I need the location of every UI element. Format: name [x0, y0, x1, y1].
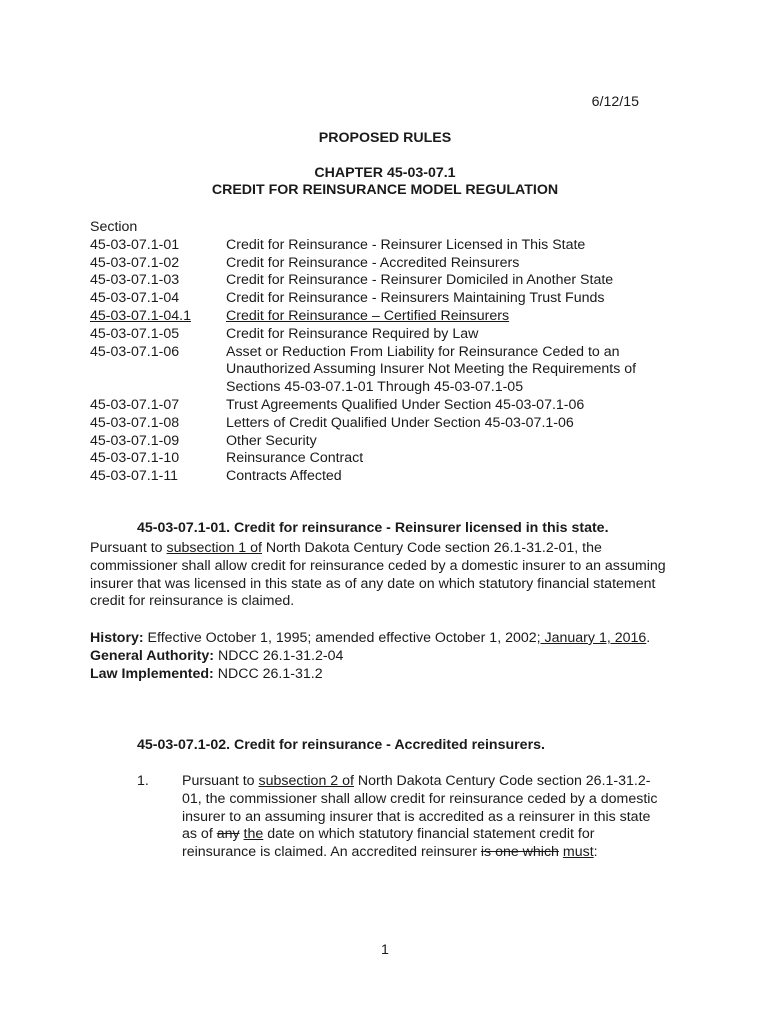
toc-entry-number: 45-03-07.1-08: [90, 414, 180, 431]
chapter-title: CREDIT FOR REINSURANCE MODEL REGULATION: [211, 182, 559, 198]
history-block: [90, 630, 670, 683]
toc-entry-title: Other Security: [226, 432, 317, 449]
history-text: Effective October 1, 1995; amended effective October 1, 2002: [143, 630, 537, 646]
toc-entry-number: 45-03-07.1-09: [90, 432, 180, 449]
item-text: :: [593, 844, 598, 861]
toc-entry-number: 45-03-07.1-07: [90, 396, 180, 413]
authority-label: General Authority:: [90, 647, 215, 664]
toc-entry-number: 45-03-07.1-11: [90, 468, 179, 485]
toc-entry: [90, 255, 666, 273]
toc-entry-number: 45-03-07.1-10: [90, 450, 180, 467]
toc-entry-number: 45-03-07.1-03: [90, 272, 180, 289]
implemented-line: [90, 666, 670, 684]
item-text: Pursuant to: [182, 773, 259, 789]
toc-entry-title: Reinsurance Contract: [226, 450, 364, 467]
toc-entry-number: 45-03-07.1-01: [90, 236, 180, 253]
history-line: [90, 630, 670, 648]
page-number: 1: [381, 942, 389, 958]
toc-entry-number: 45-03-07.1-05: [90, 325, 180, 342]
toc-entry-title: Asset or Reduction From Liability for Reinsurance Ceded to an Unauthorized Assuming Insurer Not Meeting the Requirements of Sections 45-03-07.1-01 Through 45-03-07.1-05: [226, 343, 637, 396]
toc-entry: [90, 450, 666, 468]
section-01-paragraph: [90, 540, 670, 611]
toc-entry: [90, 433, 666, 451]
authority-line: [90, 648, 670, 666]
implemented-text: NDCC 26.1-31.2: [213, 665, 323, 682]
history-end: .: [646, 630, 651, 646]
inserted-text: the: [243, 826, 264, 843]
item-text: date on which statutory financial statement credit for reinsurance is claimed. An accredited reinsurer: [182, 826, 595, 861]
toc-entry-number: 45-03-07.1-04: [90, 290, 180, 307]
toc-entry: [90, 290, 666, 308]
section-01-heading: 45-03-07.1-01. Credit for reinsurance - Reinsurer licensed in this state.: [137, 520, 609, 536]
toc-entry-title: Credit for Reinsurance - Reinsurer Domiciled in Another State: [226, 272, 614, 289]
toc-entry-title: Credit for Reinsurance Required by Law: [226, 325, 479, 342]
authority-text: NDCC 26.1-31.2-04: [214, 647, 344, 664]
item-text: North Dakota Century Code section 26.1-31.2-01, the commissioner shall allow credit for reinsurance ceded by a domestic insurer to an assuming insurer that is accredited as a reinsurer in this state as of: [182, 773, 658, 843]
toc-entry-number: 45-03-07.1-02: [90, 254, 180, 271]
toc-entry: [90, 237, 666, 255]
chapter-heading: CHAPTER 45-03-07.1: [314, 165, 456, 181]
toc-entry-title: Trust Agreements Qualified Under Section 45-03-07.1-06: [226, 396, 585, 413]
toc-entry-title: Credit for Reinsurance - Reinsurers Maintaining Trust Funds: [226, 290, 605, 307]
deleted-text: any: [216, 826, 240, 843]
toc-entry-title: Credit for Reinsurance - Reinsurer Licensed in This State: [226, 236, 586, 253]
inserted-text: subsection 2 of: [258, 773, 354, 789]
section-01-text: North Dakota Century Code section 26.1-31.2-01, the commissioner shall allow credit for reinsurance ceded by a domestic insurer to an assuming insurer that was licensed in this state as of any date on which statutory financial statement credit for reinsurance is claimed.: [90, 540, 666, 610]
toc-entry: [90, 397, 666, 415]
section-01-text: Pursuant to: [90, 540, 167, 556]
toc-entry-number: 45-03-07.1-04.1: [90, 307, 191, 324]
toc-entry-inserted: [90, 308, 666, 326]
document-date: 6/12/15: [591, 94, 639, 110]
history-label: History:: [90, 630, 144, 646]
table-of-contents: [90, 219, 666, 486]
toc-section-label: Section: [90, 219, 138, 235]
list-item-number: 1.: [137, 773, 149, 789]
toc-entry: [90, 326, 666, 344]
inserted-text: subsection 1 of: [166, 540, 262, 556]
toc-entry-number: 45-03-07.1-06: [90, 343, 180, 360]
list-item-body: [182, 773, 662, 862]
toc-entry: [90, 272, 666, 290]
toc-entry-title: Letters of Credit Qualified Under Section 45-03-07.1-06: [226, 414, 574, 431]
section-02-item-1: [137, 773, 662, 862]
section-02-heading: 45-03-07.1-02. Credit for reinsurance - Accredited reinsurers.: [137, 737, 545, 753]
toc-entry: [90, 344, 666, 397]
inserted-text: must: [562, 844, 594, 861]
toc-entry: [90, 415, 666, 433]
toc-entry: [90, 468, 666, 486]
implemented-label: Law Implemented:: [90, 665, 214, 682]
proposed-rules-heading: PROPOSED RULES: [318, 130, 452, 146]
inserted-text: ; January 1, 2016: [536, 630, 647, 646]
deleted-text: is one which: [480, 844, 559, 861]
toc-entry-title: Credit for Reinsurance - Accredited Reinsurers: [226, 254, 520, 271]
toc-entry-title: Contracts Affected: [226, 468, 342, 485]
toc-entry-title: Credit for Reinsurance – Certified Reinsurers: [226, 307, 510, 324]
